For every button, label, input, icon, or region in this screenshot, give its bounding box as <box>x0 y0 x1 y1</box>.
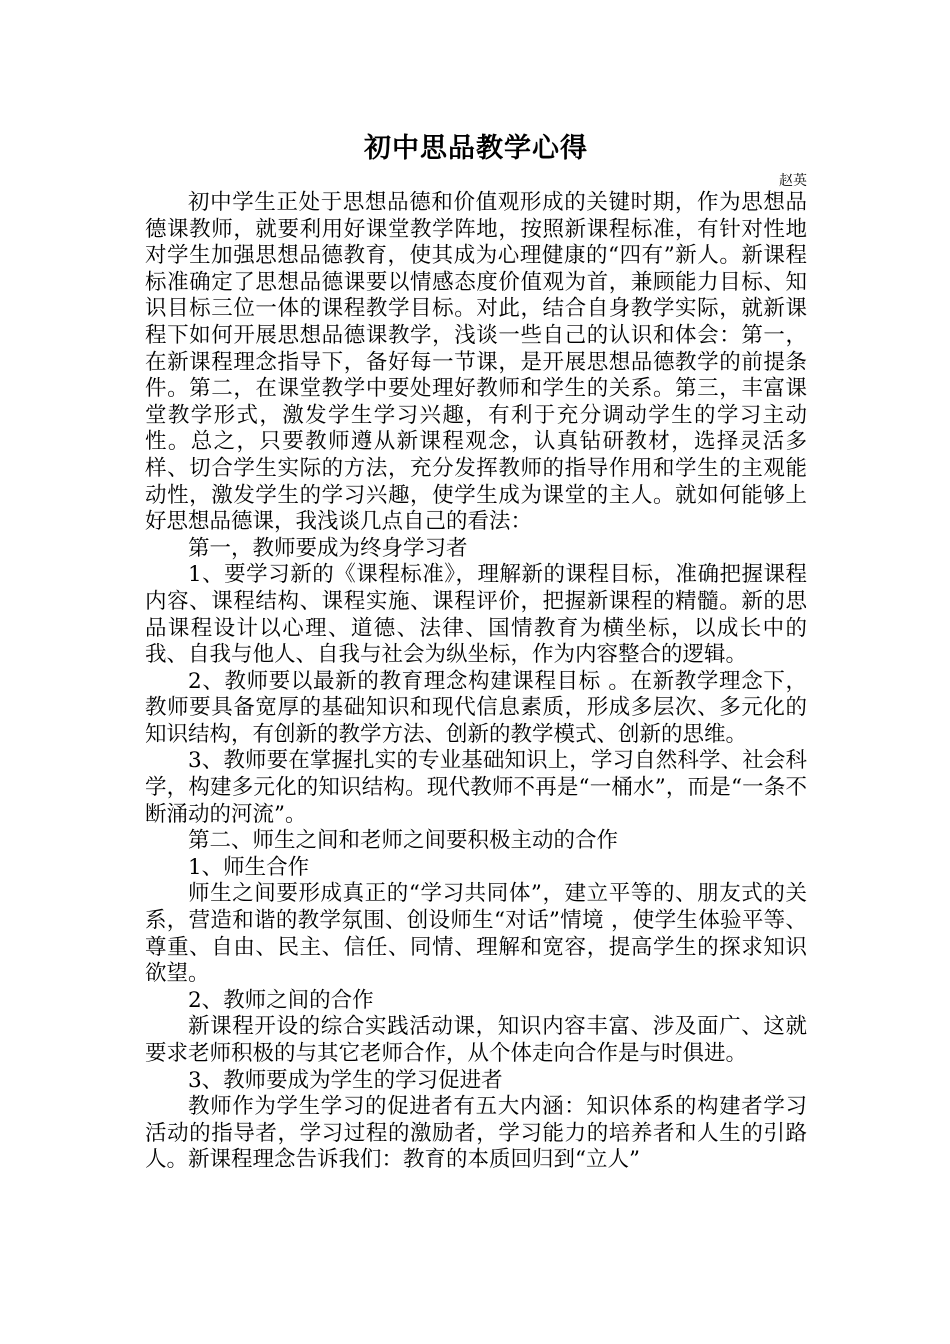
section-heading-2: 第二、师生之间和老师之间要积极主动的合作 <box>188 828 619 854</box>
document-body <box>145 130 807 1174</box>
paragraph: 教师作为学生学习的促进者有五大内涵：知识体系的构建者学习活动的指导者，学习过程的激励者，学习能力的培养者和人生的引路人。新课程理念告诉我们：教育的本质回归到“立人” <box>145 1094 807 1173</box>
paragraph: 1、要学习新的《课程标准》，理解新的课程目标，准确把握课程内容、课程结构、课程实施、课程评价，把握新课程的精髓。新的思品课程设计以心理、道德、法律、国情教育为横坐标，以成长中的我、自我与他人、自我与社会为纵坐标，作为内容整合的逻辑。 <box>145 562 807 668</box>
paragraph: 2、教师要以最新的教育理念构建课程目标 。在新教学理念下，教师要具备宽厚的基础知识和现代信息素质，形成多层次、多元化的知识结构，有创新的教学方法、创新的教学模式、创新的思维。 <box>145 668 807 747</box>
paragraph: 新课程开设的综合实践活动课，知识内容丰富、涉及面广、这就要求老师积极的与其它老师合作，从个体走向合作是与时俱进。 <box>145 1014 807 1066</box>
document-title: 初中思品教学心得 <box>364 133 588 164</box>
paragraph: 3、教师要在掌握扎实的专业基础知识上，学习自然科学、社会科学，构建多元化的知识结构。现代教师不再是“一桶水”，而是“一条不断涌动的河流”。 <box>145 748 807 827</box>
section-heading-1: 第一，教师要成为终身学习者 <box>188 535 468 561</box>
subheading: 2、教师之间的合作 <box>188 987 374 1013</box>
author-name: 赵英 <box>779 173 807 189</box>
paragraph: 师生之间要形成真正的“学习共同体”，建立平等的、朋友式的关系，营造和谐的教学氛围、创设师生“对话”情境 ，使学生体验平等、尊重、自由、民主、信任、同情、理解和宽容，提高学生的探求知识欲望。 <box>145 881 807 987</box>
subheading: 1、师生合作 <box>188 854 310 880</box>
intro-paragraph: 初中学生正处于思想品德和价值观形成的关键时期，作为思想品德课教师，就要利用好课堂教学阵地，按照新课程标准，有针对性地对学生加强思想品德教育，使其成为心理健康的“四有”新人。新课程标准确定了思想品德课要以情感态度价值观为首，兼顾能力目标、知识目标三位一体的课程教学目标。对此，结合自身教学实际，就新课程下如何开展思想品德课教学，浅谈一些自己的认识和体会：第一，在新课程理念指导下，备好每一节课，是开展思想品德教学的前提条件。第二，在课堂教学中要处理好教师和学生的关系。第三，丰富课堂教学形式，激发学生学习兴趣，有利于充分调动学生的学习主动性。总之，只要教师遵从新课程观念，认真钻研教材，选择灵活多样、切合学生实际的方法，充分发挥教师的指导作用和学生的主观能动性，激发学生的学习兴趣，使学生成为课堂的主人。就如何能够上好思想品德课，我浅谈几点自己的看法： <box>145 190 807 535</box>
subheading: 3、教师要成为学生的学习促进者 <box>188 1067 503 1093</box>
